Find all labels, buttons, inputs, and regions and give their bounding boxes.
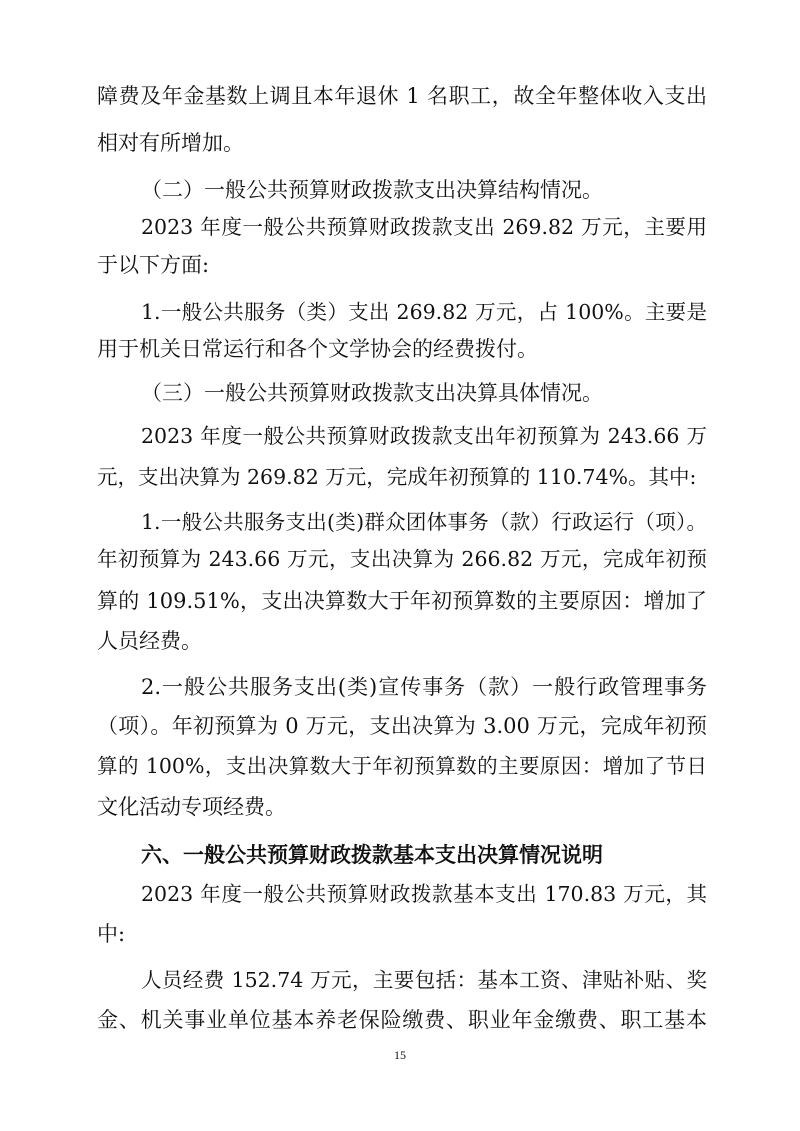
text-line: 中: [97, 922, 126, 946]
text-line: 文化活动专项经费。 [97, 795, 286, 819]
text-line: 相对有所增加。 [97, 131, 244, 155]
text-line: 人员经费。 [97, 629, 202, 653]
text-line: 1.一般公共服务支出(类)群众团体事务（款）行政运行（项）。 [141, 510, 707, 534]
text-line: 障费及年金基数上调且本年退休 1 名职工，故全年整体收入支出 [97, 84, 707, 108]
section-subheading: （二）一般公共预算财政拨款支出决算结构情况。 [141, 178, 603, 202]
text-line: 2023 年度一般公共预算财政拨款支出年初预算为 243.66 万 [141, 424, 707, 448]
text-line: 1.一般公共服务（类）支出 269.82 万元，占 100%。主要是 [141, 300, 707, 324]
page-number: 15 [394, 1048, 406, 1062]
text-line: 用于机关日常运行和各个文学协会的经费拨付。 [97, 337, 538, 361]
text-line: 2023 年度一般公共预算财政拨款支出 269.82 万元，主要用 [141, 215, 707, 239]
text-line: 于以下方面: [97, 253, 210, 277]
text-line: 2.一般公共服务支出(类)宣传事务（款）一般行政管理事务 [141, 675, 707, 699]
text-line: 金、机关事业单位基本养老保险缴费、职业年金缴费、职工基本 [97, 1008, 707, 1032]
text-line: 2023 年度一般公共预算财政拨款基本支出 170.83 万元，其 [141, 882, 707, 906]
section-heading: 六、一般公共预算财政拨款基本支出决算情况说明 [141, 843, 603, 867]
section-subheading: （三）一般公共预算财政拨款支出决算具体情况。 [141, 381, 603, 405]
text-line: （项）。年初预算为 0 万元，支出决算为 3.00 万元，完成年初预 [97, 714, 707, 738]
text-line: 算的 100%，支出决算数大于年初预算数的主要原因：增加了节日 [97, 754, 707, 778]
text-line: 人员经费 152.74 万元，主要包括：基本工资、津贴补贴、奖 [141, 968, 707, 992]
text-line: 元，支出决算为 269.82 万元，完成年初预算的 110.74%。其中: [97, 465, 697, 489]
text-line: 年初预算为 243.66 万元，支出决算为 266.82 万元，完成年初预 [97, 547, 707, 571]
text-line: 算的 109.51%，支出决算数大于年初预算数的主要原因：增加了 [97, 589, 707, 613]
